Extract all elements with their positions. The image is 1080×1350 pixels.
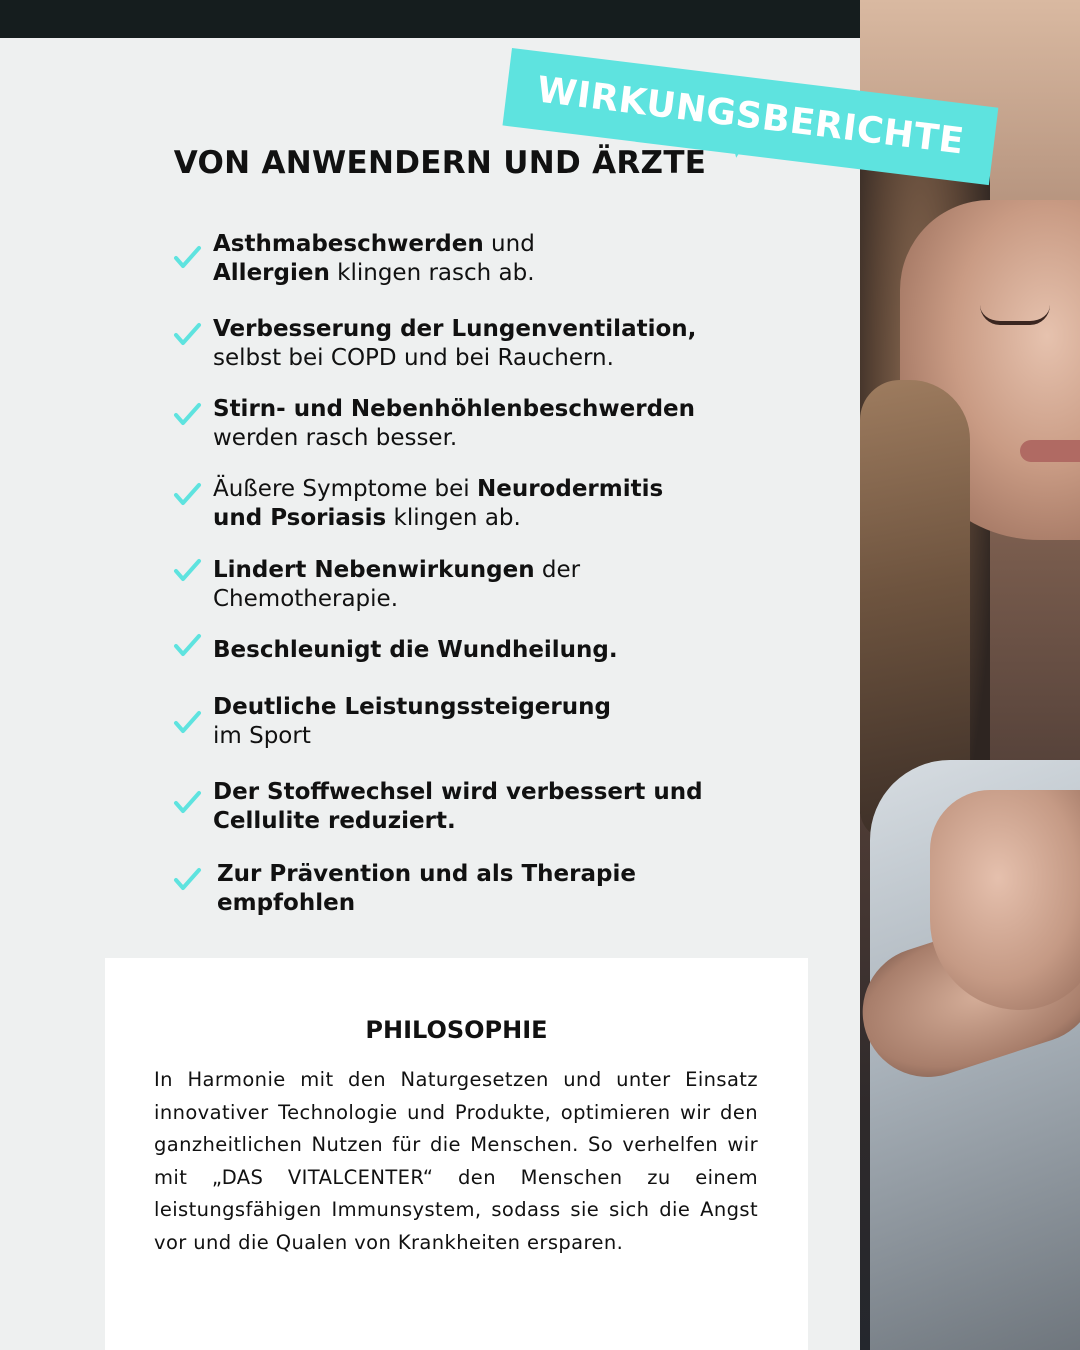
photo-eye — [980, 305, 1050, 325]
wirkungsberichte-ribbon: WIRKUNGSBERICHTE — [502, 48, 998, 185]
ribbon-speech-tail — [724, 127, 753, 160]
benefit-text: Deutliche Leistungssteigerung im Sport — [213, 694, 611, 749]
benefit-text: Äußere Symptome bei Neurodermitis und Psoriasis klingen ab. — [213, 476, 664, 531]
benefit-text: Der Stoffwechsel wird verbessert und Cellulite reduziert. — [213, 779, 703, 834]
benefit-text: Beschleunigt die Wundheilung. — [213, 637, 618, 663]
check-icon — [172, 400, 202, 430]
check-icon — [172, 865, 202, 895]
photo-hand — [930, 790, 1080, 1010]
philosophy-text: In Harmonie mit den Naturgesetzen und unter Einsatz innovativer Technologie und Produkte, optimieren wir den ganzheitlichen Nutzen für die Menschen. So verhelfen wir mit „DAS VITALCENTER“ den Menschen zu einem leistungsfähigen Immunsystem, sodass sie sich die Angst vor und die Qualen von Krankheiten ersparen. — [154, 1068, 758, 1254]
benefit-text: Asthmabeschwerden und Allergien klingen rasch ab. — [213, 231, 535, 286]
check-icon — [172, 556, 202, 586]
photo-lips — [1020, 440, 1080, 462]
philosophy-card — [105, 958, 808, 1350]
check-icon — [172, 320, 202, 350]
benefit-text: Zur Prävention und als Therapie empfohlen — [217, 861, 636, 916]
benefit-text: Lindert Nebenwirkungen der Chemotherapie. — [213, 557, 581, 612]
woman-photo — [860, 0, 1080, 1350]
check-icon — [172, 480, 202, 510]
benefit-text: Verbesserung der Lungenventilation, selbst bei COPD und bei Rauchern. — [213, 316, 697, 371]
page-heading: VON ANWENDERN UND ÄRZTE — [173, 145, 707, 181]
check-icon — [172, 243, 202, 273]
check-icon — [172, 708, 202, 738]
check-icon — [172, 631, 202, 661]
check-icon — [172, 788, 202, 818]
philosophy-title: PHILOSOPHIE — [365, 1016, 548, 1044]
benefit-text: Stirn- und Nebenhöhlenbeschwerden werden rasch besser. — [213, 396, 696, 451]
